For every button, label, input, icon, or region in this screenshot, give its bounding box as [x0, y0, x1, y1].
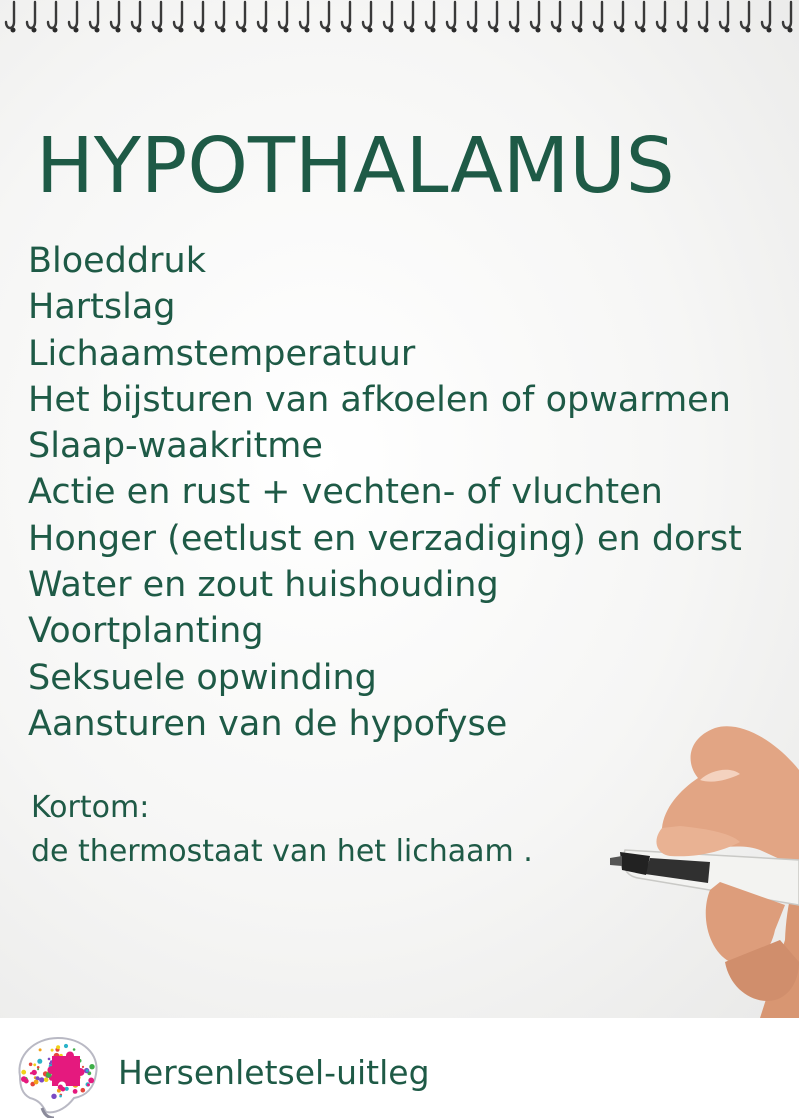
logo-dot [37, 1059, 42, 1064]
brain-puzzle-icon [8, 1028, 108, 1118]
logo-dot [32, 1070, 37, 1075]
binding-ring [279, 2, 287, 28]
binding-ring [657, 2, 665, 28]
binding-ring [699, 2, 707, 28]
function-list [28, 238, 742, 747]
list-item: Lichaamstemperatuur [28, 333, 416, 374]
binding-ring [342, 2, 350, 28]
logo-dot [34, 1080, 39, 1085]
logo-dot [37, 1068, 39, 1070]
summary-text: de thermostaat van het lichaam . [31, 834, 533, 869]
binding-ring [468, 2, 476, 28]
hand-with-marker-icon [590, 700, 799, 1018]
logo-dot [39, 1048, 42, 1051]
binding-ring [174, 2, 182, 28]
binding-ring [594, 2, 602, 28]
logo-dot [24, 1079, 29, 1084]
binding-ring [678, 2, 686, 28]
binding-ring [300, 2, 308, 28]
binding-ring [321, 2, 329, 28]
binding-ring [531, 2, 539, 28]
binding-ring [132, 2, 140, 28]
list-item: Slaap-waakritme [28, 426, 323, 467]
logo-dot [73, 1089, 78, 1094]
binding-ring [384, 2, 392, 28]
logo-dot [51, 1094, 56, 1099]
binding-ring [90, 2, 98, 28]
logo-dot [73, 1048, 76, 1051]
logo-dot [89, 1064, 94, 1069]
binding-ring [447, 2, 455, 28]
list-item: Hartslag [28, 287, 176, 328]
binding-ring [615, 2, 623, 28]
logo-dot [59, 1095, 62, 1098]
brand-name: Hersenletsel-uitleg [118, 1053, 430, 1092]
binding-ring [762, 2, 770, 28]
binding-ring [573, 2, 581, 28]
logo-dot [81, 1088, 86, 1093]
binding-ring [216, 2, 224, 28]
logo-dot [56, 1045, 60, 1049]
binding-ring [111, 2, 119, 28]
footer [0, 1018, 799, 1120]
logo-dot [37, 1066, 40, 1069]
summary-block [31, 786, 533, 874]
logo-dot [87, 1083, 90, 1086]
binding-ring [552, 2, 560, 28]
binding-ring [510, 2, 518, 28]
binding-ring [6, 2, 14, 28]
logo-dot [44, 1077, 49, 1082]
logo-dot [88, 1078, 94, 1084]
binding-ring [195, 2, 203, 28]
binding-ring [258, 2, 266, 28]
logo-dot [58, 1085, 63, 1090]
list-item: Aansturen van de hypofyse [28, 703, 508, 744]
binding-ring [405, 2, 413, 28]
binding-ring [237, 2, 245, 28]
binding-ring [426, 2, 434, 28]
logo-dot [39, 1077, 44, 1082]
binding-ring [363, 2, 371, 28]
binding-ring [636, 2, 644, 28]
logo-dot [86, 1069, 89, 1072]
logo-dot [33, 1063, 36, 1066]
binding-ring [489, 2, 497, 28]
list-item: Voortplanting [28, 611, 264, 652]
logo-dot [21, 1070, 26, 1075]
list-item: Actie en rust + vechten- of vluchten [28, 472, 663, 513]
summary-heading: Kortom: [31, 790, 150, 825]
logo-dot [29, 1063, 33, 1067]
logo-dot [82, 1066, 84, 1068]
logo-dot [51, 1049, 54, 1052]
binding-ring [69, 2, 77, 28]
binding-ring [48, 2, 56, 28]
list-item: Seksuele opwinding [28, 657, 377, 698]
spiral-binding [0, 0, 799, 40]
list-item: Honger (eetlust en verzadiging) en dorst [28, 518, 742, 559]
list-item: Bloeddruk [28, 241, 206, 281]
logo-dot [64, 1044, 68, 1048]
binding-ring [27, 2, 35, 28]
list-item: Het bijsturen van afkoelen of opwarmen [28, 379, 731, 420]
binding-ring [741, 2, 749, 28]
page-title: HYPOTHALAMUS [36, 122, 675, 211]
binding-ring [720, 2, 728, 28]
binding-ring [153, 2, 161, 28]
list-item: Water en zout huishouding [28, 565, 499, 606]
logo-dot [48, 1058, 51, 1061]
binding-ring [783, 2, 791, 28]
